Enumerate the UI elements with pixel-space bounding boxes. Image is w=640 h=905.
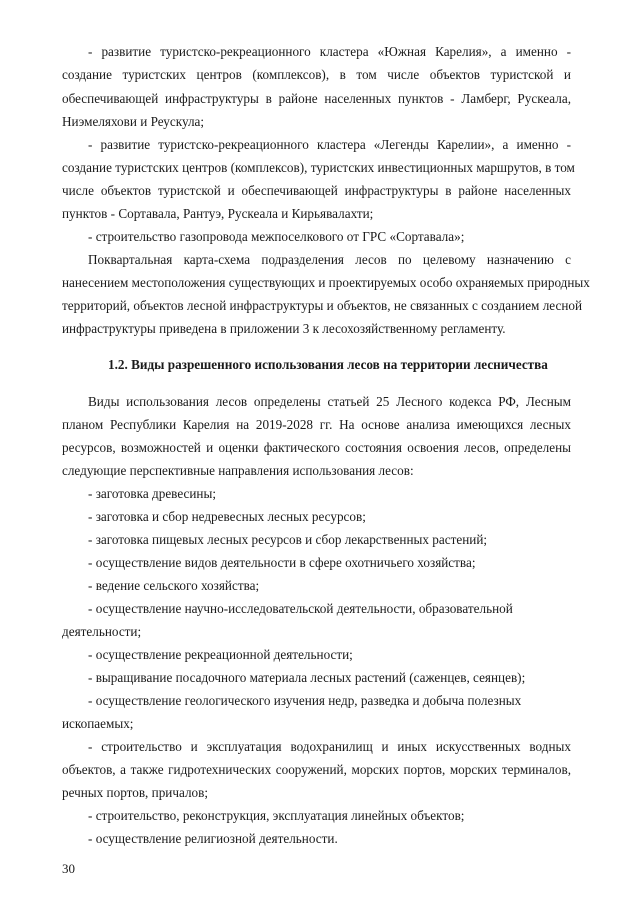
list-item-continuation: деятельности; (62, 624, 142, 639)
list-item-continuation: объектов, а также гидротехнических сооружений, морских портов, морских терминалов, (62, 762, 571, 777)
text-line: числе объектов туристской и обеспечивающей инфраструктуры в районе населенных (62, 183, 571, 198)
list-item: - осуществление религиозной деятельности. (88, 831, 338, 846)
text-line: - строительство газопровода межпоселкового от ГРС «Сортавала»; (88, 229, 465, 244)
list-item-continuation: ископаемых; (62, 716, 134, 731)
section-heading: 1.2. Виды разрешенного использования лесов на территории лесничества (108, 357, 548, 372)
list-item: - осуществление видов деятельности в сфере охотничьего хозяйства; (88, 555, 476, 570)
text-line: территорий, объектов лесной инфраструктуры и объектов, не связанных с созданием лесной (62, 298, 583, 313)
text-line: Виды использования лесов определены статьей 25 Лесного кодекса РФ, Лесным (88, 394, 571, 409)
text-line: планом Республики Карелия на 2019-2028 гг. На основе анализа имеющихся лесных (62, 417, 571, 432)
page-number: 30 (62, 861, 75, 876)
list-item: - строительство, реконструкция, эксплуатация линейных объектов; (88, 808, 465, 823)
list-item: - строительство и эксплуатация водохранилищ и иных искусственных водных (88, 739, 571, 754)
text-line: - развитие туристско-рекреационного кластера «Легенды Карелии», а именно - (88, 137, 571, 152)
text-line: создание туристских центров (комплексов), в том числе объектов туристской и (62, 67, 571, 82)
text-line: ресурсов, возможностей и оценки фактического состояния освоения лесов, определены (62, 440, 571, 455)
text-line: создание туристских центров (комплексов), туристских инвестиционных маршрутов, в том (62, 160, 575, 175)
text-line: инфраструктуры приведена в приложении 3 к лесохозяйственному регламенту. (62, 321, 506, 336)
list-item: - заготовка и сбор недревесных лесных ресурсов; (88, 509, 366, 524)
list-item-continuation: речных портов, причалов; (62, 785, 209, 800)
list-item: - осуществление геологического изучения недр, разведка и добыча полезных (88, 693, 522, 708)
text-line: пунктов - Сортавала, Рантуэ, Рускеала и Кирьявалахти; (62, 206, 374, 221)
list-item: - осуществление рекреационной деятельности; (88, 647, 353, 662)
text-line: Поквартальная карта-схема подразделения лесов по целевому назначению с (88, 252, 571, 267)
list-item: - заготовка древесины; (88, 486, 216, 501)
list-item: - выращивание посадочного материала лесных растений (саженцев, сеянцев); (88, 670, 526, 685)
text-line: нанесением местоположения существующих и проектируемых особо охраняемых природных (62, 275, 590, 290)
list-item: - ведение сельского хозяйства; (88, 578, 260, 593)
text-line: следующие перспективные направления использования лесов: (62, 463, 414, 478)
text-line: - развитие туристско-рекреационного кластера «Южная Карелия», а именно - (88, 44, 571, 59)
text-line: Ниэмеляхови и Реускула; (62, 114, 205, 129)
list-item: - осуществление научно-исследовательской деятельности, образовательной (88, 601, 513, 616)
text-line: обеспечивающей инфраструктуры в районе населенных пунктов - Ламберг, Рускеала, (62, 91, 571, 106)
list-item: - заготовка пищевых лесных ресурсов и сбор лекарственных растений; (88, 532, 488, 547)
